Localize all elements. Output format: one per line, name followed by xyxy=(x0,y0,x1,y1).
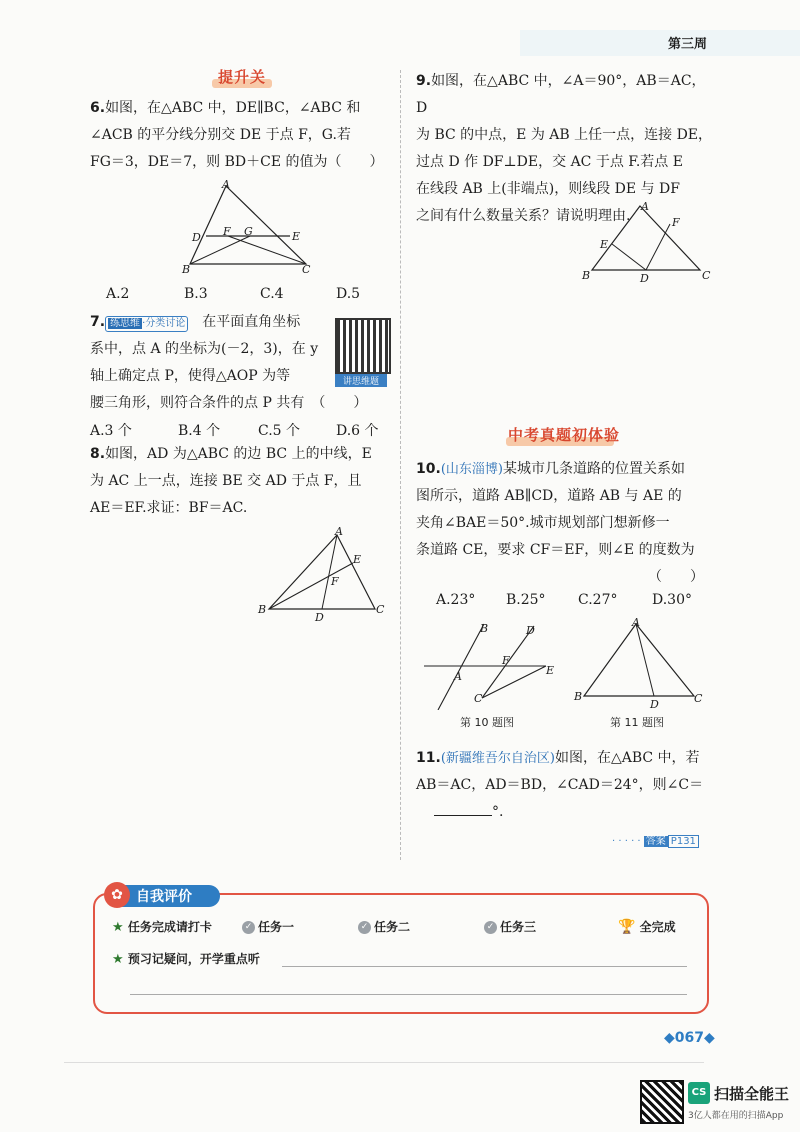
q11-caption: 第 11 题图 xyxy=(610,716,664,729)
week-label: 第三周 xyxy=(668,37,708,52)
option-a: A.23° xyxy=(436,592,476,608)
label-E: E xyxy=(546,664,555,677)
thinking-tag: 练思维 ·分类讨论 xyxy=(105,316,188,332)
q10-figure xyxy=(422,618,562,710)
task-three-label: 任务三 xyxy=(500,920,537,934)
dots: · · · · · xyxy=(612,836,644,847)
row1-label: 任务完成请打卡 xyxy=(127,920,212,934)
label-B: B xyxy=(574,690,583,703)
check-icon: ✓ xyxy=(484,921,497,934)
q7-line3: 轴上确定点 P，使得△AOP 为等 xyxy=(90,368,291,384)
option-b: B.3 xyxy=(184,286,208,302)
label-D: D xyxy=(650,698,659,708)
label-C: C xyxy=(474,692,483,705)
task-one[interactable] xyxy=(242,918,294,935)
q9-line3: 过点 D 作 DF⊥DE，交 AC 于点 F.若点 E xyxy=(416,154,683,170)
q6-line1: 如图，在△ABC 中，DE∥BC，∠ABC 和 xyxy=(105,100,361,116)
label-C: C xyxy=(694,692,703,705)
task-one-label: 任务一 xyxy=(258,920,295,934)
qr-caption: 讲思维题 xyxy=(335,374,387,387)
label-C: C xyxy=(702,269,711,282)
task-two[interactable] xyxy=(358,918,410,935)
q8-figure xyxy=(255,525,395,625)
question-number: 6. xyxy=(90,100,106,116)
label-G: G xyxy=(244,225,253,238)
region-tag: (新疆维吾尔自治区) xyxy=(440,751,555,766)
q9-figure xyxy=(578,198,718,288)
label-E: E xyxy=(353,553,362,566)
q11-figure xyxy=(570,616,710,708)
tag-strong: 练思维 xyxy=(110,318,141,329)
write-line[interactable] xyxy=(130,994,687,995)
tag-text: 分类讨论 xyxy=(145,318,186,329)
question-8 xyxy=(90,441,395,522)
option-b: B.4 个 xyxy=(178,423,221,439)
question-number: 10. xyxy=(416,461,441,477)
label-F: F xyxy=(223,225,231,238)
watermark-sub: 3亿人都在用的扫描App xyxy=(688,1111,784,1121)
region-tag: (山东淄博) xyxy=(440,462,503,477)
q8-line2: 为 AC 上一点，连接 BE 交 AD 于点 F，且 xyxy=(90,473,362,489)
option-c: C.27° xyxy=(578,592,618,608)
task-complete[interactable] xyxy=(618,918,676,935)
task-two-label: 任务二 xyxy=(374,920,411,934)
self-eval-title: 自我评价 xyxy=(136,889,192,905)
section-title-right: 中考真题初体验 xyxy=(508,426,621,444)
answer-page: P131 xyxy=(668,835,699,848)
option-d: D.30° xyxy=(652,592,692,608)
label-D: D xyxy=(192,231,201,244)
eval-row-1 xyxy=(112,918,702,935)
star-icon: ★ xyxy=(112,920,124,935)
option-b: B.25° xyxy=(506,592,546,608)
q10-line2: 图所示，道路 AB∥CD，道路 AB 与 AE 的 xyxy=(416,488,682,504)
question-number: 9. xyxy=(416,73,432,89)
label-D: D xyxy=(526,624,535,637)
answer-blank[interactable] xyxy=(434,799,492,816)
label-A: A xyxy=(641,200,649,213)
label-B: B xyxy=(582,269,591,282)
q7-line4: 腰三角形，则符合条件的点 P 共有 （ ） xyxy=(90,395,368,411)
row2-label: 预习记疑问，开学重点听 xyxy=(127,952,260,966)
page-number: ◆067◆ xyxy=(664,1030,715,1046)
q10-caption: 第 10 题图 xyxy=(460,716,514,729)
label-B: B xyxy=(258,603,267,616)
q6-line2: ∠ACB 的平分线分别交 DE 于点 F，G.若 xyxy=(90,127,351,143)
label-E: E xyxy=(292,230,301,243)
q9-line1: 如图，在△ABC 中，∠A＝90°，AB＝AC，D xyxy=(416,73,706,116)
label-E: E xyxy=(600,238,609,251)
q11-line2: AB＝AC，AD＝BD，∠CAD＝24°，则∠C＝ xyxy=(416,777,704,793)
q10-line5: （ ） xyxy=(648,569,704,585)
question-number: 7. xyxy=(90,314,106,330)
star-icon: ★ xyxy=(112,952,124,967)
label-F: F xyxy=(331,575,339,588)
answer-label: 答案 xyxy=(645,836,666,847)
label-B: B xyxy=(182,263,191,276)
option-a: A.3 个 xyxy=(90,423,132,439)
label-C: C xyxy=(376,603,385,616)
option-d: D.5 xyxy=(336,286,361,302)
option-c: C.5 个 xyxy=(258,423,301,439)
bottom-rule xyxy=(64,1062,704,1063)
q6-line3: FG＝3，DE＝7，则 BD＋CE 的值为（ ） xyxy=(90,154,384,170)
q11-line3: °. xyxy=(492,804,504,820)
question-11 xyxy=(416,745,716,826)
option-c: C.4 xyxy=(260,286,284,302)
check-icon: ✓ xyxy=(358,921,371,934)
watermark-logo: CS xyxy=(688,1082,710,1104)
header-band xyxy=(520,30,800,56)
badge-icon: ✿ xyxy=(104,882,130,908)
qr-code[interactable] xyxy=(335,318,391,374)
label-F: F xyxy=(672,216,680,229)
answer-reference[interactable] xyxy=(612,832,699,847)
q9-line4: 在线段 AB 上(非端点)，则线段 DE 与 DF xyxy=(416,181,680,197)
write-line[interactable] xyxy=(282,966,687,967)
question-number: 11. xyxy=(416,750,441,766)
page-number-text: 067 xyxy=(674,1030,705,1046)
column-divider xyxy=(400,70,401,860)
q9-line2: 为 BC 的中点，E 为 AB 上任一点，连接 DE， xyxy=(416,127,713,143)
label-A: A xyxy=(454,670,462,683)
q7-line1: 在平面直角坐标 xyxy=(202,314,301,330)
label-D: D xyxy=(640,272,649,285)
option-a: A.2 xyxy=(106,286,130,302)
q8-line3: AE＝EF.求证：BF＝AC. xyxy=(90,500,248,516)
option-d: D.6 个 xyxy=(336,423,379,439)
watermark-brand: 扫描全能王 xyxy=(714,1085,790,1103)
task-three[interactable] xyxy=(484,918,536,935)
label-B: B xyxy=(480,622,489,635)
complete-label: 全完成 xyxy=(639,920,676,934)
q10-line4: 条道路 CE，要求 CF＝EF，则∠E 的度数为 xyxy=(416,542,695,558)
label-C: C xyxy=(302,263,311,276)
q7-line2: 系中，点 A 的坐标为(－2，3)，在 y xyxy=(90,341,319,357)
label-F: F xyxy=(502,654,510,667)
eval-row-2 xyxy=(112,950,260,967)
q9-line5: 之间有什么数量关系？请说明理由. xyxy=(416,208,631,224)
label-D: D xyxy=(315,611,324,624)
watermark-qr xyxy=(640,1080,684,1124)
q10-line3: 夹角∠BAE＝50°.城市规划部门想新修一 xyxy=(416,515,670,531)
question-number: 8. xyxy=(90,446,106,462)
q10-line1: 某城市几条道路的位置关系如 xyxy=(502,461,685,477)
label-A: A xyxy=(222,178,230,191)
q6-figure xyxy=(178,178,328,278)
question-10 xyxy=(416,456,716,591)
trophy-icon: 🏆 xyxy=(618,919,636,935)
label-A: A xyxy=(335,525,343,538)
question-6 xyxy=(90,95,395,176)
check-icon: ✓ xyxy=(242,921,255,934)
q8-line1: 如图，AD 为△ABC 的边 BC 上的中线，E xyxy=(105,446,372,462)
label-A: A xyxy=(632,616,640,629)
section-title-left: 提升关 xyxy=(218,68,267,86)
q11-line1: 如图，在△ABC 中，若 xyxy=(554,750,700,766)
